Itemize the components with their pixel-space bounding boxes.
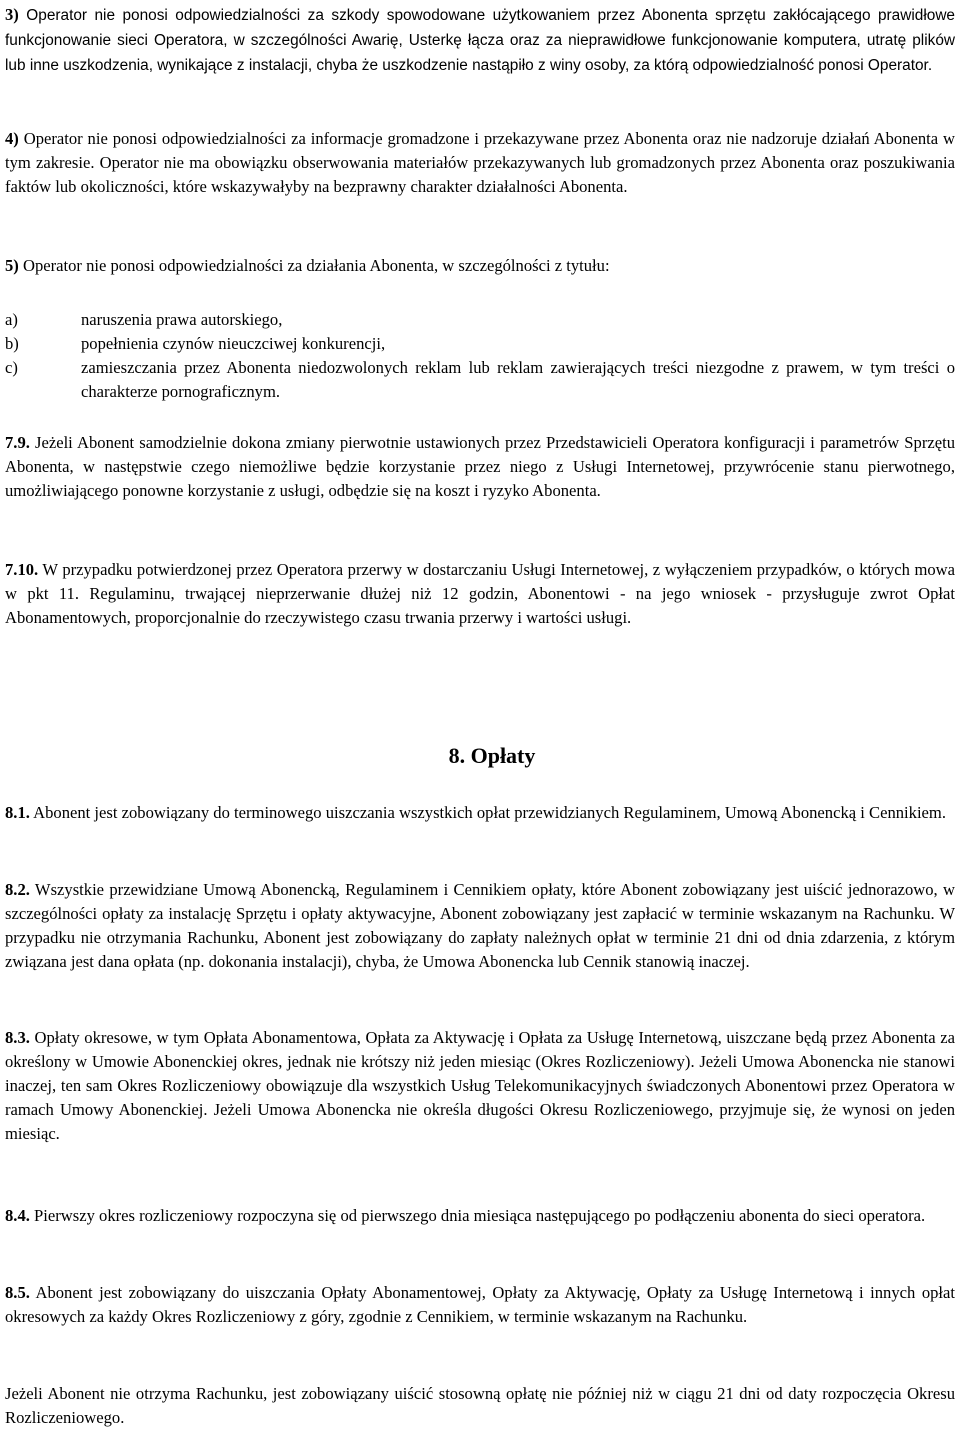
section-8-2-text: Wszystkie przewidziane Umową Abonencką, Regulaminem i Cennikiem opłaty, które Abonent zobowiązany jest uiścić jednorazowo, w szczególności opłaty za instalację Sprzętu i opłaty aktywacyjne, Abonent zobowiązany jest zapłacić w terminie wskazanym na Rachunku. W przypadku nie otrzymania Rachunku, Abonent jest zobowiązany do zapłaty należnych opłat w terminie 21 dni od dnia zdarzenia, z którym związana jest dana opłata (np. dokonania instalacji), chyba, że Umowa Abonencka lub Cennik stanowią inaczej. bbox=[5, 880, 955, 971]
paragraph-5 bbox=[5, 254, 955, 278]
list-item-marker: c) bbox=[5, 358, 18, 377]
paragraph-5-list bbox=[5, 308, 955, 404]
section-8-1-number: 8.1. bbox=[5, 803, 30, 822]
list-item-text: naruszenia prawa autorskiego, bbox=[81, 310, 283, 329]
paragraph-3-text: zakłócającego prawidłowe funkcjonowanie sieci Operatora, w szczególności Awarię, Usterkę łącza oraz za nieprawidłowe funkcjonowanie komputera, utratę plików lub inne uszkodzenia, wynikające z instalacji, chyba że uszkodzenie nastąpiło z winy osoby, za którą odpowiedzialność ponosi Operator. bbox=[5, 7, 955, 74]
list-item-marker: a) bbox=[5, 310, 18, 329]
section-7-9-number: 7.9. bbox=[5, 433, 30, 452]
section-8-1 bbox=[5, 801, 955, 825]
section-7-9-text: Jeżeli Abonent samodzielnie dokona zmiany pierwotnie ustawionych przez Przedstawicieli Operatora konfiguracji i parametrów Sprzętu Abonenta, w następstwie czego niemożliwe będzie korzystanie przez niego z Usługi Internetowej, przywrócenie stanu pierwotnego, umożliwiającego ponowne korzystanie z usługi, odbędzie się na koszt i ryzyko Abonenta. bbox=[5, 433, 955, 500]
paragraph-4 bbox=[5, 127, 955, 199]
list-item-text: zamieszczania przez Abonenta niedozwolonych reklam lub reklam zawierających treści niezgodne z prawem, w tym treści o charakterze pornograficznym. bbox=[81, 358, 955, 401]
paragraph-3-line1: Operator nie ponosi odpowiedzialności za szkody spowodowane użytkowaniem przez Abonenta sprzętu bbox=[18, 7, 766, 24]
list-item bbox=[5, 356, 955, 404]
list-item bbox=[5, 332, 955, 356]
section-8-5 bbox=[5, 1281, 955, 1329]
section-8-1-text: Abonent jest zobowiązany do terminowego uiszczania wszystkich opłat przewidzianych Regulaminem, Umową Abonencką i Cennikiem. bbox=[29, 803, 946, 822]
paragraph-3 bbox=[5, 3, 955, 78]
paragraph-5-text: Operator nie ponosi odpowiedzialności za działania Abonenta, w szczególności z tytułu: bbox=[18, 256, 610, 275]
section-8-5-text: Abonent jest zobowiązany do uiszczania Opłaty Abonamentowej, Opłaty za Aktywację, Opłaty za Usługę Internetową i innych opłat okresowych za każdy Okres Rozliczeniowy z góry, zgodnie z Cennikiem, w terminie wskazanym na Rachunku. bbox=[5, 1283, 955, 1326]
section-7-10-text: W przypadku potwierdzonej przez Operatora przerwy w dostarczaniu Usługi Internetowej, z wyłączeniem przypadków, o których mowa w pkt 11. Regulaminu, trwającej nieprzerwanie dłużej niż 12 godzin, Abonentowi - na jego wniosek - przysługuje zwrot Opłat Abonamentowych, proporcjonalnie do rzeczywistego czasu trwania przerwy i wartości usługi. bbox=[5, 560, 955, 627]
paragraph-3-number: 3) bbox=[5, 5, 19, 24]
final-paragraph bbox=[5, 1382, 955, 1430]
list-item bbox=[5, 308, 955, 332]
section-8-4 bbox=[5, 1204, 955, 1228]
section-8-2-number: 8.2. bbox=[5, 880, 30, 899]
section-8-2 bbox=[5, 878, 955, 974]
list-item-text: popełnienia czynów nieuczciwej konkurencji, bbox=[81, 334, 386, 353]
section-8-3-number: 8.3. bbox=[5, 1028, 30, 1047]
section-8-4-number: 8.4. bbox=[5, 1206, 30, 1225]
final-paragraph-text: Jeżeli Abonent nie otrzyma Rachunku, jest zobowiązany uiścić stosowną opłatę nie później niż w ciągu 21 dni od daty rozpoczęcia Okresu Rozliczeniowego. bbox=[5, 1384, 955, 1427]
section-7-10-number: 7.10. bbox=[5, 560, 39, 579]
section-8-5-number: 8.5. bbox=[5, 1283, 30, 1302]
section-8-4-text: Pierwszy okres rozliczeniowy rozpoczyna się od pierwszego dnia miesiąca następującego po podłączeniu abonenta do sieci operatora. bbox=[29, 1206, 926, 1225]
paragraph-4-text-a: Operator nie ponosi odpowiedzialności za informacje gromadzone i przekazywane przez Abonenta oraz nie nadzoruje działań Abonenta w tym zakresie. bbox=[5, 129, 955, 172]
section-7-9 bbox=[5, 431, 955, 503]
section-8-3 bbox=[5, 1026, 955, 1146]
paragraph-4-text-b: Operator nie ma obowiązku obserwowania materiałów przekazywanych lub gromadzonych przez Abonenta oraz poszukiwania faktów lub okoliczności, które wskazywałyby na bezprawny charakter działalności Abonenta. bbox=[5, 153, 955, 196]
paragraph-5-number: 5) bbox=[5, 256, 19, 275]
paragraph-4-number: 4) bbox=[5, 129, 19, 148]
section-8-3-text: Opłaty okresowe, w tym Opłata Abonamentowa, Opłata za Aktywację i Opłata za Usługę Internetową, uiszczane będą przez Abonenta za określony w Umowie Abonenckiej okres, jednak nie krótszy niż jeden miesiąc (Okres Rozliczeniowy). Jeżeli Umowa Abonencka nie stanowi inaczej, ten sam Okres Rozliczeniowy obowiązuje dla wszystkich Usług Telekomunikacyjnych świadczonych Abonentowi przez Operatora w ramach Umowy Abonenckiej. Jeżeli Umowa Abonencka nie określa długości Okresu Rozliczeniowego, przyjmuje się, że wynosi on jeden miesiąc. bbox=[5, 1028, 955, 1143]
list-item-marker: b) bbox=[5, 334, 19, 353]
section-8-heading: 8. Opłaty bbox=[448, 743, 536, 768]
section-7-10 bbox=[5, 558, 955, 630]
